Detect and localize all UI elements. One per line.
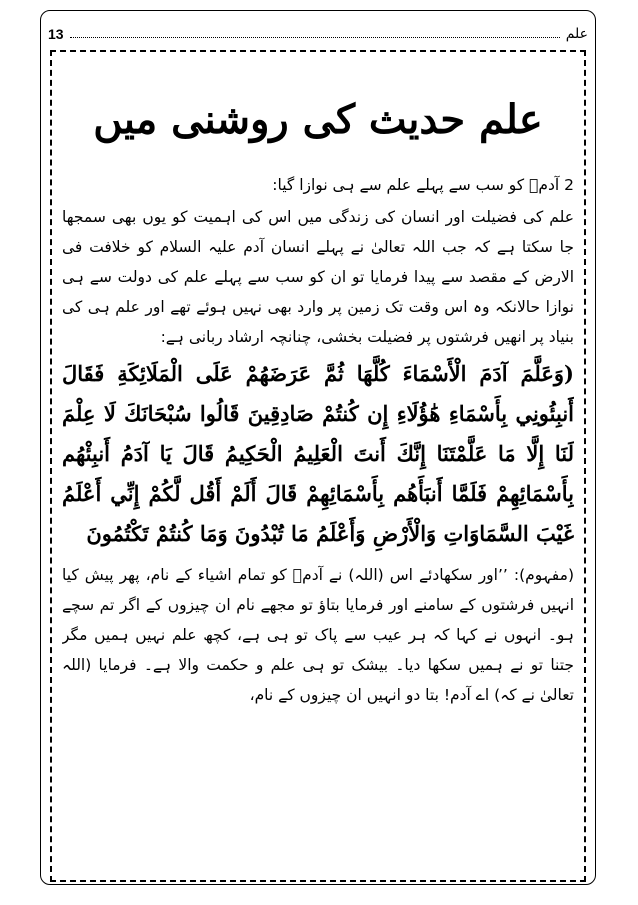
header-dotted-line [70,37,560,38]
page-header [48,16,588,44]
header-label: علم [565,26,588,42]
quran-verse: (وَعَلَّمَ آدَمَ الْأَسْمَاءَ كُلَّهَا ثُمَّ عَرَضَهُمْ عَلَى الْمَلَائِكَةِ فَقَالَ أَنبِئُونِي بِأَسْمَاءِ هَٰؤُلَاءِ إِن كُنتُمْ صَادِقِينَ قَالُوا سُبْحَانَكَ لَا عِلْمَ لَنَا إِلَّا مَا عَلَّمْتَنَا إِنَّكَ أَنتَ الْعَلِيمُ الْحَكِيمُ قَالَ يَا آدَمُ أَنبِئْهُم بِأَسْمَائِهِمْ فَلَمَّا أَنبَأَهُم بِأَسْمَائِهِمْ قَالَ أَلَمْ أَقُل لَّكُمْ إِنِّي أَعْلَمُ غَيْبَ السَّمَاوَاتِ وَالْأَرْضِ وَأَعْلَمُ مَا تُبْدُونَ وَمَا كُنتُمْ تَكْتُمُونَ [62,361,574,546]
verse-meaning: (مفہوم): ’’اور سکھادئے اس (اللہ) نے آدمؑ کو تمام اشیاء کے نام، پھر پیش کیا انہیں فرشتوں کے سامنے اور فرمایا بتاؤ تو مجھے نام ان چیزوں کے اگر تم سچے ہو۔ انہوں نے کہا کہ ہر عیب سے پاک تو ہی ہے، کچھ علم نہیں ہمیں مگر جتنا تو نے ہمیں سکھا دیا۔ بیشک تو ہی علم و حکمت والا ہے۔ فرمایا (اللہ تعالیٰ نے کہ) اے آدم! بتا دو انہیں ان چیزوں کے نام، [62,566,574,704]
page-content [62,60,574,875]
section-intro: 2 آدمؑ کو سب سے پہلے علم سے ہی نوازا گیا: [272,176,574,194]
body-paragraph: علم کی فضیلت اور انسان کی زندگی میں اس کی اہمیت کو یوں بھی سمجھا جا سکتا ہے کہ جب اللہ تعالیٰ نے پہلے انسان آدم علیہ السلام کو خلافت فی الارض کے مقصد سے پیدا فرمایا تو ان کو سب سے پہلے علم کی دولت سے ہی نوازا حالانکہ وہ اس وقت تک زمین پر وارد بھی نہیں ہوئے تھے اور علم ہی کی بنیاد پر انھیں فرشتوں پر فضیلت بخشی، چنانچہ ارشاد ربانی ہے: [62,208,574,346]
page-title: علم حدیث کی روشنی میں [93,96,543,143]
page-number: 13 [48,26,64,42]
